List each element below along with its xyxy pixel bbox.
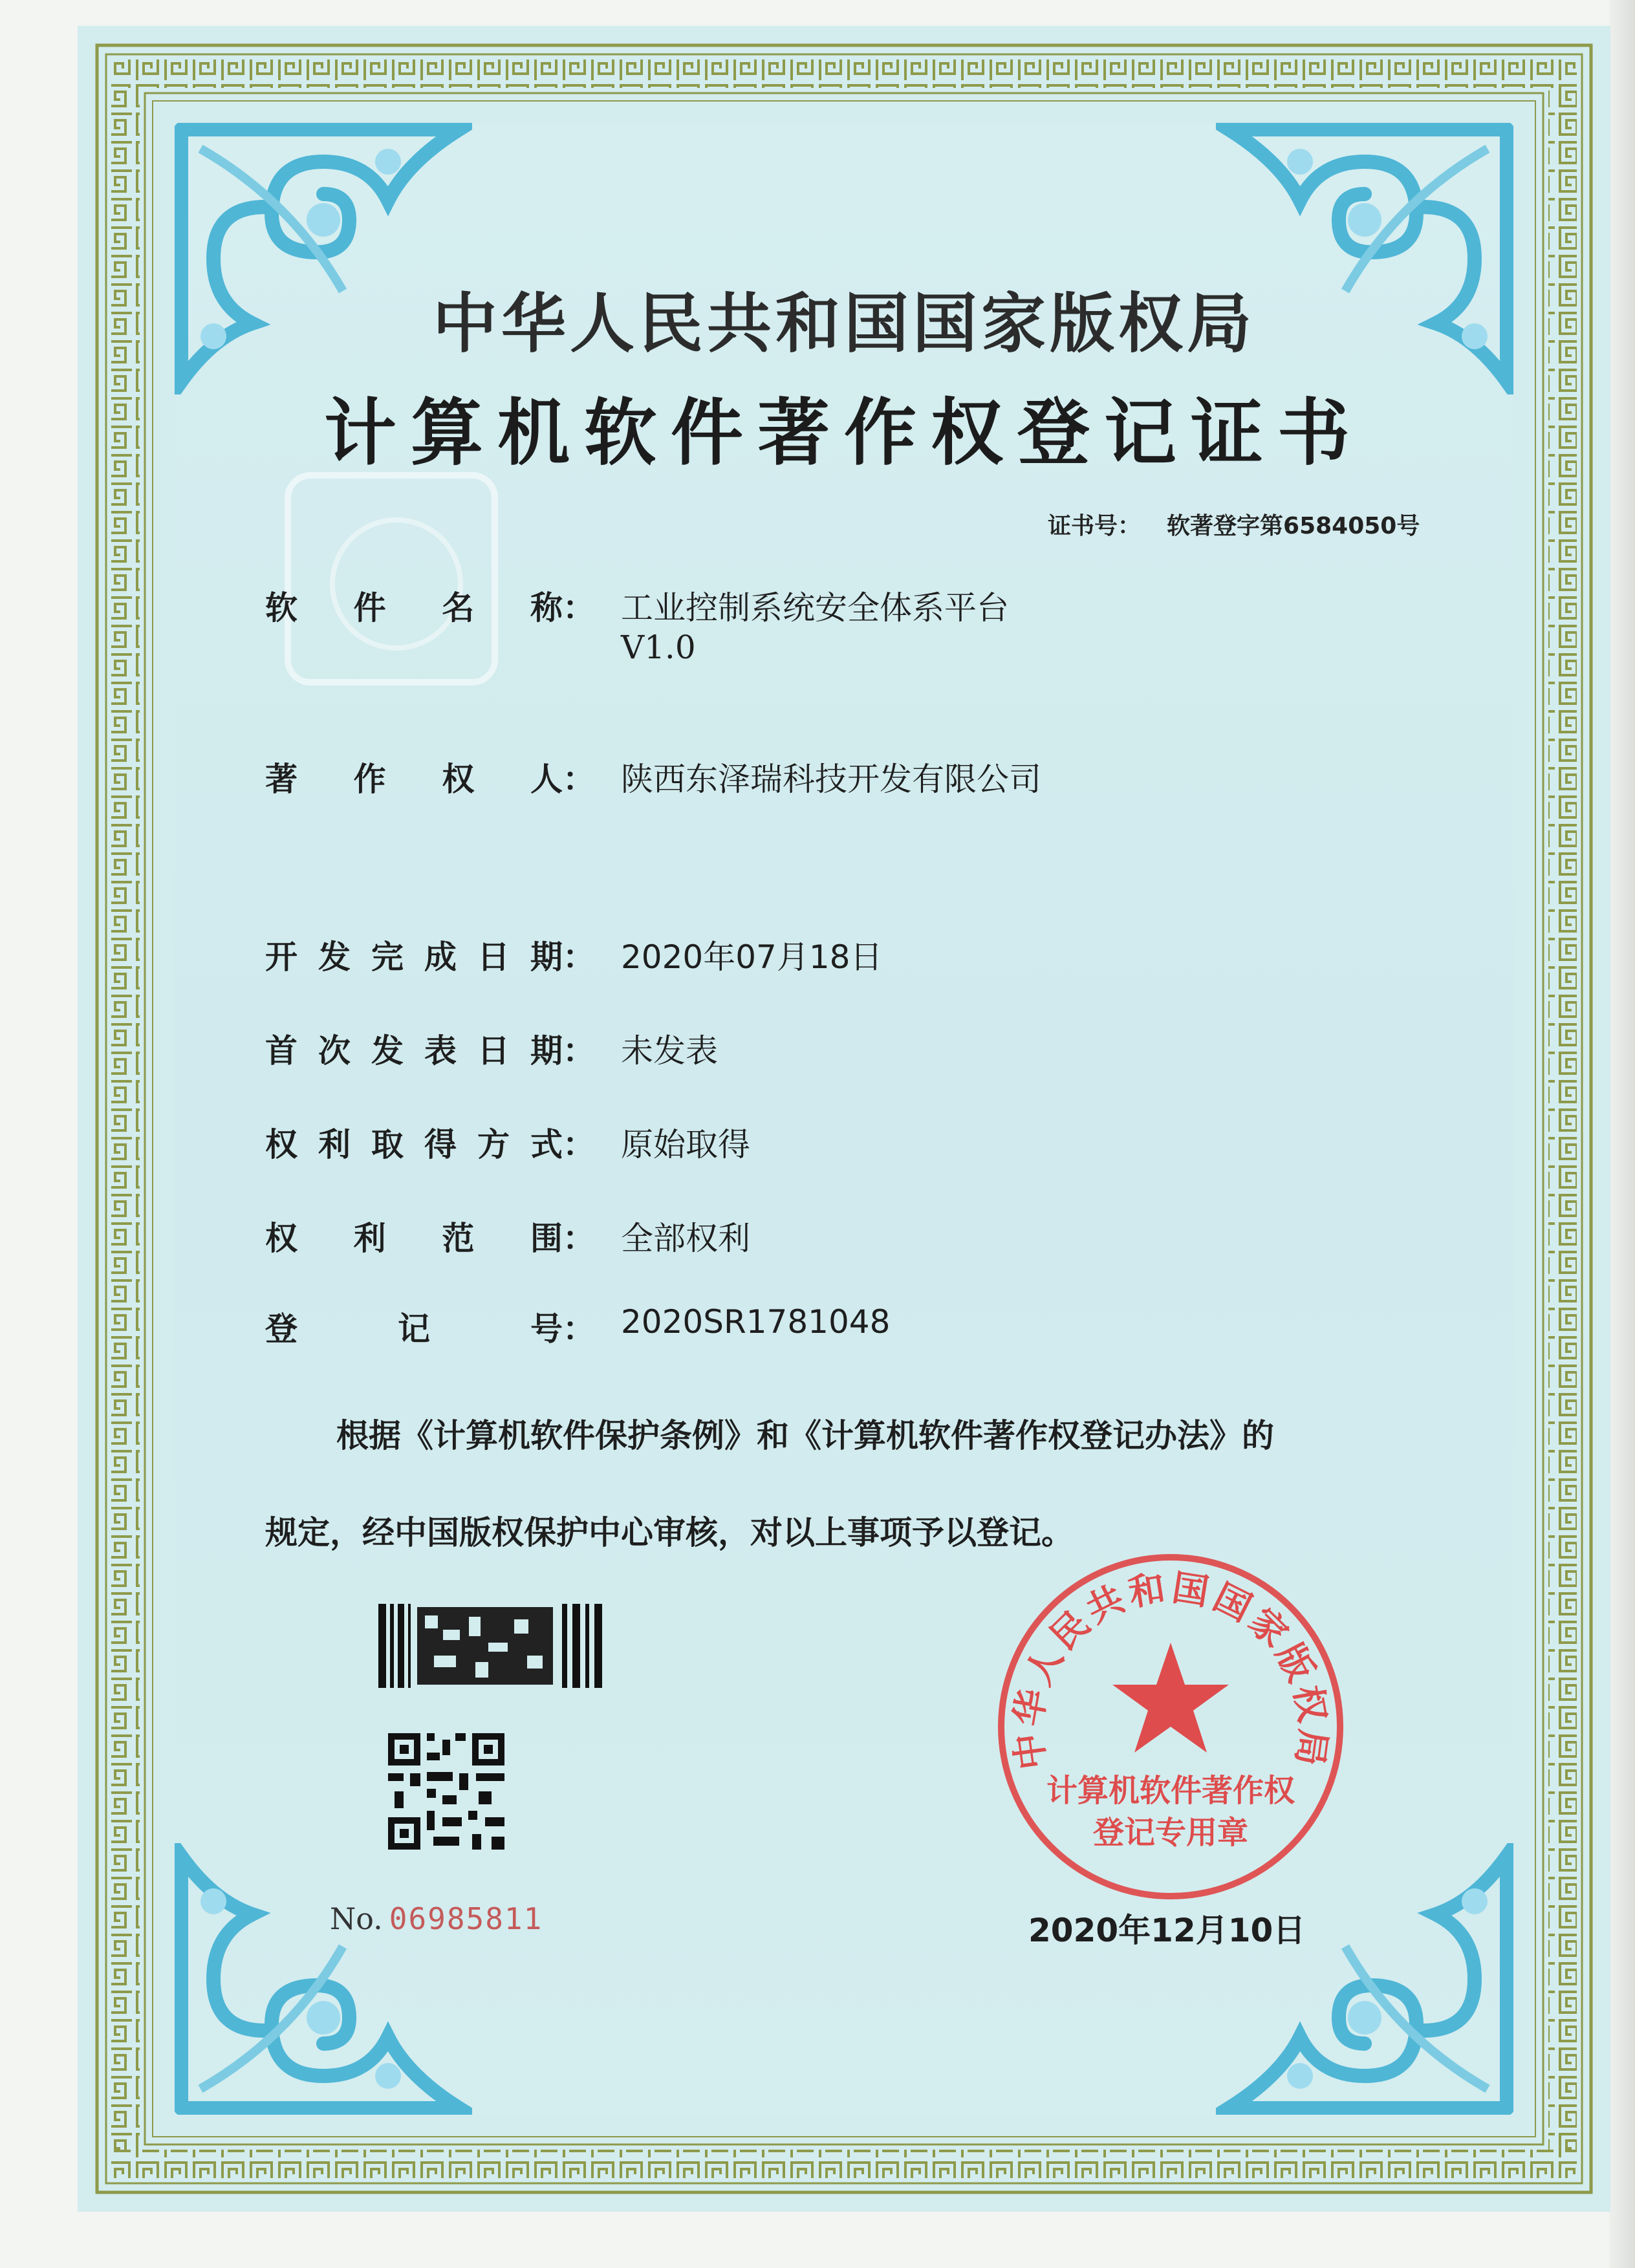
field-software-name — [265, 582, 1009, 666]
field-value: 原始取得 — [621, 1126, 750, 1163]
statement-line-2: 规定，经中国版权保护中心审核，对以上事项予以登记。 — [265, 1514, 1074, 1551]
serial-number-label: No. — [330, 1901, 383, 1936]
official-seal-icon — [990, 1546, 1352, 1908]
field-value: 2020SR1781048 — [621, 1303, 891, 1341]
barcode-icon — [378, 1604, 611, 1688]
field-label: 权利取得方式 — [265, 1126, 563, 1163]
certificate-paper — [78, 26, 1610, 2212]
software-name-line: 工业控制系统安全体系平台 — [621, 589, 1009, 627]
field-value — [621, 582, 1009, 666]
field-registration-number — [265, 1303, 890, 1350]
field-label: 开发完成日期 — [265, 938, 563, 976]
field-colon: ： — [563, 1220, 595, 1257]
certificate-title: 计算机软件著作权登记证书 — [324, 391, 1364, 475]
issuing-authority: 中华人民共和国国家版权局 — [433, 285, 1255, 362]
corner-ornament-icon — [175, 1843, 472, 2115]
certificate-number-value: 软著登字第6584050号 — [1167, 513, 1420, 539]
seal-inner-line-1: 计算机软件著作权 — [1046, 1773, 1295, 1809]
field-label: 权利范围 — [265, 1220, 563, 1257]
field-value: 未发表 — [621, 1032, 718, 1070]
field-label: 首次发表日期 — [265, 1032, 563, 1070]
serial-number — [330, 1901, 543, 1936]
field-scope-of-rights — [265, 1213, 750, 1259]
field-label: 登记号 — [265, 1310, 563, 1348]
field-value: 陕西东泽瑞科技开发有限公司 — [621, 761, 1041, 798]
field-first-publication-date — [265, 1025, 718, 1072]
seal-outer-text: 中华人民共和国国家版权局 — [1007, 1566, 1334, 1773]
field-copyright-owner — [265, 753, 1041, 800]
field-value: 全部权利 — [621, 1220, 750, 1257]
field-colon: ： — [563, 1126, 595, 1163]
certificate-number-label: 证书号： — [1048, 513, 1142, 539]
field-colon: ： — [563, 1032, 595, 1070]
field-acquisition-method — [265, 1119, 750, 1165]
serial-number-value: 06985811 — [389, 1901, 543, 1936]
software-version-line: V1.0 — [621, 629, 696, 666]
field-colon: ： — [563, 938, 595, 976]
seal-inner-line-2: 登记专用章 — [1092, 1815, 1249, 1851]
field-value: 2020年07月18日 — [621, 938, 883, 976]
certificate-number — [1048, 508, 1420, 541]
field-label: 软件名称 — [265, 589, 563, 627]
field-colon: ： — [563, 1310, 595, 1348]
statement-line-1: 根据《计算机软件保护条例》和《计算机软件著作权登记办法》的 — [336, 1417, 1274, 1454]
page-edge-shadow — [1609, 0, 1635, 2268]
field-colon: ： — [563, 589, 595, 627]
issue-date: 2020年12月10日 — [1028, 1912, 1306, 1949]
qr-code-icon — [388, 1733, 504, 1850]
field-label: 著作权人 — [265, 761, 563, 798]
field-colon: ： — [563, 761, 595, 798]
field-completion-date — [265, 931, 883, 978]
